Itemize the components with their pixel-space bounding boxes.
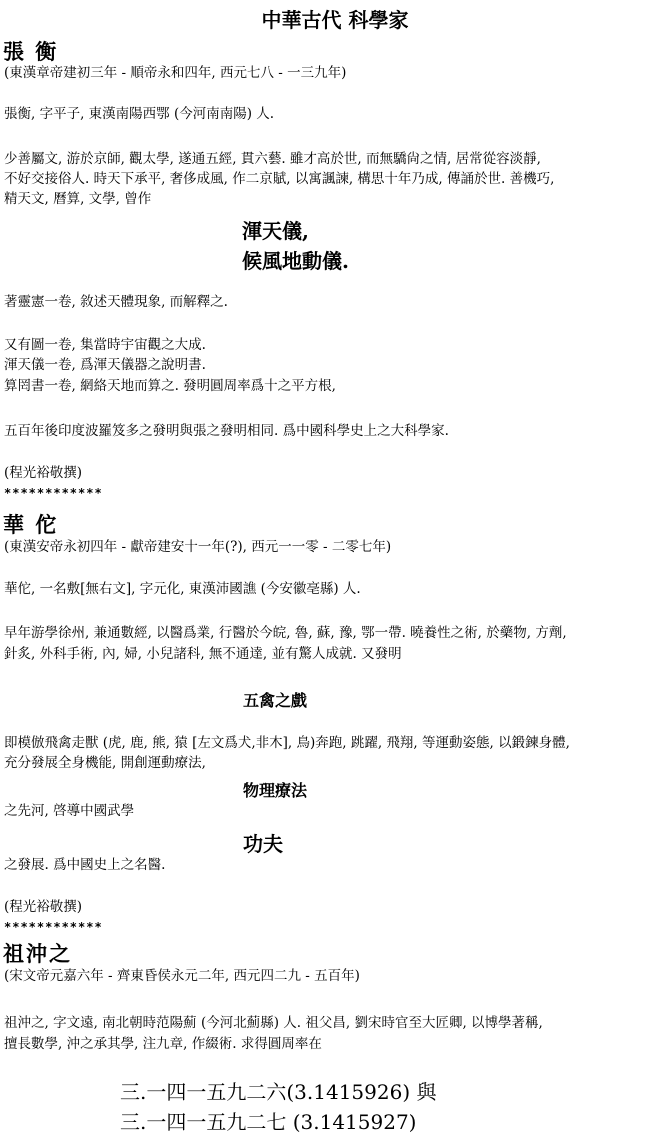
zuchongzhi-dates: (宋文帝元嘉六年 - 齊東昏侯永元二年, 西元四二九 - 五百年) <box>4 968 360 984</box>
scientist-name-zhangheng: 張 衡 <box>3 39 59 64</box>
zhangheng-book-2: 又有圖一卷, 集當時宇宙觀之大成. <box>4 337 206 353</box>
scientist-name-zuchongzhi: 祖沖之 <box>3 941 72 966</box>
huatuo-bio-1: 早年游學徐州, 兼通數經, 以醫爲業, 行醫於今皖, 魯, 蘇, 豫, 鄂一帶. 曉養性之術, 於藥物, 方劑, <box>4 625 567 641</box>
zuchongzhi-bio-2: 擅長數學, 沖之承其學, 注九章, 作綴術. 求得圓周率在 <box>4 1036 322 1052</box>
zhangheng-bio-2: 不好交接俗人. 時天下承平, 奢侈成風, 作二京賦, 以寓諷諫, 構思十年乃成, 傳誦於世. 善機巧, <box>4 171 555 187</box>
page-title: 中華古代 科學家 <box>261 8 409 32</box>
zhangheng-author: (程光裕敬撰) <box>4 465 83 481</box>
zhangheng-intro: 張衡, 字平子, 東漢南陽西鄂 (今河南南陽) 人. <box>4 106 275 122</box>
zhangheng-book-4: 算罔書一卷, 網絡天地而算之. 發明圓周率爲十之平方根, <box>4 378 336 394</box>
zuchongzhi-bio-1: 祖沖之, 字文遠, 南北朝時范陽薊 (今河北薊縣) 人. 祖父昌, 劉宋時官至大匠卿, 以博學著稱, <box>4 1015 543 1031</box>
huatuo-bio-6: 之發展. 爲中國史上之名醫. <box>4 857 166 873</box>
zhangheng-invention-2: 候風地動儀. <box>242 249 349 273</box>
huatuo-intro: 華佗, 一名敷[無右文], 字元化, 東漢沛國譙 (今安徽亳縣) 人. <box>4 581 361 597</box>
huatuo-author: (程光裕敬撰) <box>4 899 83 915</box>
huatuo-bio-3: 即模倣飛禽走獸 (虎, 鹿, 熊, 猿 [左文爲犬,非木], 鳥)奔跑, 跳躍, 飛翔, 等運動姿態, 以鍛鍊身體, <box>4 735 570 751</box>
pi-formula-2: 三.一四一五九二七 (3.1415927) <box>120 1110 417 1134</box>
pi-formula-1: 三.一四一五九二六(3.1415926) 與 <box>120 1080 437 1104</box>
huatuo-dates: (東漢安帝永初四年 - 獻帝建安十一年(?), 西元一一零 - 二零七年) <box>4 539 392 555</box>
zhangheng-bio-1: 少善屬文, 游於京師, 觀太學, 遂通五經, 貫六藝. 雖才高於世, 而無驕尙之情, 居常從容淡靜, <box>4 151 541 167</box>
huatuo-heading-therapy: 物理療法 <box>243 781 308 800</box>
zhangheng-bio-3: 精天文, 曆算, 文學, 曾作 <box>4 191 152 207</box>
zhangheng-invention-1: 渾天儀, <box>242 219 309 243</box>
huatuo-bio-5: 之先河, 啓導中國武學 <box>4 803 135 819</box>
zhangheng-dates: (東漢章帝建初三年 - 順帝永和四年, 西元七八 - 一三九年) <box>4 65 347 81</box>
zhangheng-book-1: 著靈憲一卷, 敘述天體現象, 而解釋之. <box>4 294 228 310</box>
separator-stars: ************ <box>4 486 103 500</box>
zhangheng-book-3: 渾天儀一卷, 爲渾天儀器之說明書. <box>4 357 206 373</box>
separator-stars: ************ <box>4 920 103 934</box>
huatuo-heading-kungfu: 功夫 <box>243 832 283 856</box>
scientist-name-huatuo: 華 佗 <box>3 512 59 537</box>
zhangheng-note: 五百年後印度波羅笈多之發明與張之發明相同. 爲中國科學史上之大科學家. <box>4 423 449 439</box>
huatuo-bio-4: 充分發展全身機能, 開創運動療法, <box>4 755 206 771</box>
huatuo-bio-2: 針炙, 外科手術, 內, 婦, 小兒諸科, 無不通達, 並有驚人成就. 又發明 <box>4 646 402 662</box>
huatuo-heading-wuqinxi: 五禽之戲 <box>243 691 308 710</box>
